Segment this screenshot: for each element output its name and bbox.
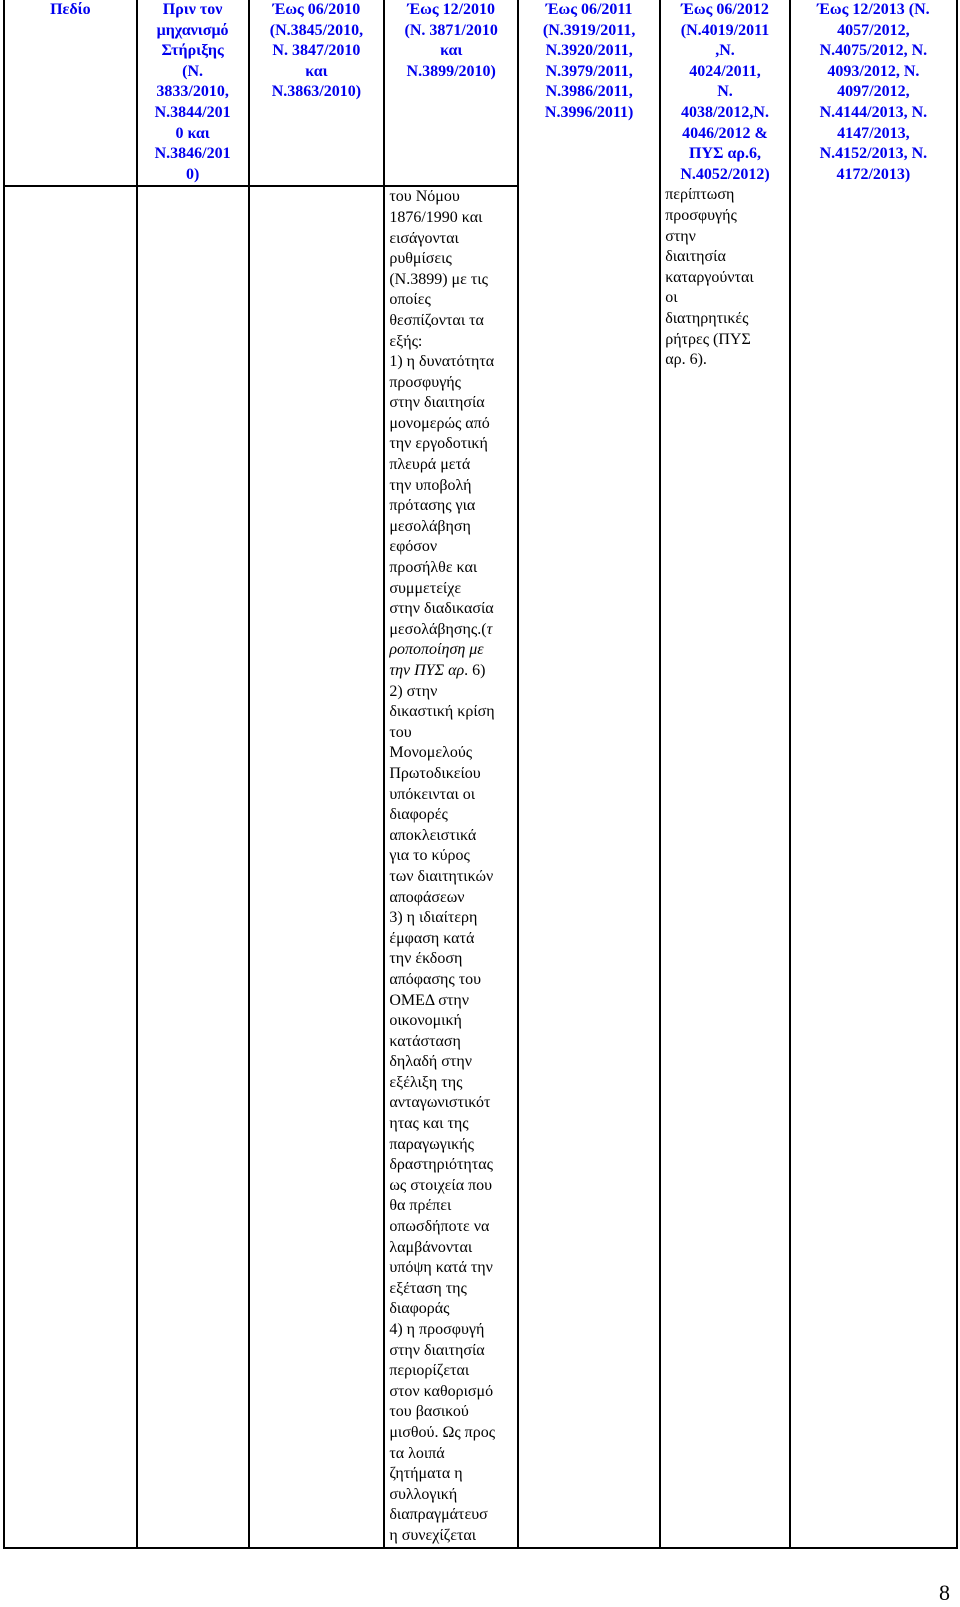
header-cell-field xyxy=(4,0,137,186)
cell-field-empty xyxy=(4,186,137,1547)
header-row xyxy=(4,0,957,186)
header-cell-06-2011 xyxy=(518,0,660,1548)
header-before-label: Πριν τον μηχανισμό Στήριξης (Ν. 3833/2010, Ν.3844/201 0 και Ν.3846/201 0) xyxy=(154,1,231,183)
header-06-2012-label: Έως 06/2012 (Ν.4019/2011 ,Ν. 4024/2011, Ν. 4038/2012,Ν. 4046/2012 & ΠΥΣ αρ.6, Ν.4052/2012) xyxy=(680,1,770,183)
header-field-label: Πεδίο xyxy=(50,1,91,18)
header-12-2013-label: Έως 12/2013 (Ν. 4057/2012, Ν.4075/2012, Ν. 4093/2012, Ν. 4097/2012, Ν.4144/2013, Ν. 4147/2013, Ν.4152/2013, Ν. 4172/2013) xyxy=(817,1,930,183)
cell-before-empty xyxy=(137,186,249,1547)
cell-12-2010-text-part2: . 6) 2) στην δικαστική κρίση του Μονομελούς Πρωτοδικείου υπόκεινται οι διαφορές αποκλειστικά για το κύρος των διαιτητικών αποφάσεων 3) η ιδιαίτερη έμφαση κατά την έκδοση απόφασης του ΟΜΕΔ στην οικονομική κατάσταση δηλαδή στην εξέλιξη της ανταγωνιστικότ ητας και της παραγωγικής δραστηριότητας ως στοιχεία που θα πρέπει οπωσδήποτε να λαμβάνονται υπόψη κατά την εξέταση της διαφοράς 4) η προσφυγή στην διαιτησία περιορίζεται στον καθορισμό του βασικού μισθού. Ως προς τα λοιπά ζητήματα η συλλογική διαπραγμάτευσ η συνεχίζεται xyxy=(389,662,496,1544)
cell-12-2010 xyxy=(384,186,518,1547)
column-06-2012 xyxy=(660,0,790,1548)
cell-06-2012-text: περίπτωση προσφυγής στην διαιτησία καταργούνται οι διατηρητικές ρήτρες (ΠΥΣ αρ. 6). xyxy=(665,186,754,369)
cell-12-2010-text-italic: τ ροποποίηση με την ΠΥΣ αρ xyxy=(389,620,493,679)
cell-12-2010-text-part1: του Νόμου 1876/1990 και εισάγονται ρυθμίσεις (Ν.3899) με τις οποίες θεσπίζονται τα εξής: 1) η δυνατότητα προσφυγής στην διαιτησία μονομερώς από την εργοδοτική πλευρά μετά την υποβολή πρότασης για μεσολάβηση εφόσον προσήλθε και συμμετείχε στην διαδικασία μεσολάβησης.( xyxy=(389,188,495,638)
header-cell-06-2010 xyxy=(249,0,385,186)
header-cell-12-2013 xyxy=(790,0,957,1548)
legislation-timeline-table xyxy=(3,0,958,1549)
cell-12-2010-text xyxy=(389,187,513,1546)
header-cell-12-2010 xyxy=(384,0,518,186)
header-cell-before xyxy=(137,0,249,186)
page-number: 8 xyxy=(939,1580,950,1605)
header-06-2010-label: Έως 06/2010 (Ν.3845/2010, Ν. 3847/2010 και Ν.3863/2010) xyxy=(269,1,364,101)
header-06-2011-label: Έως 06/2011 (Ν.3919/2011, Ν.3920/2011, Ν.3979/2011, Ν.3986/2011, Ν.3996/2011) xyxy=(542,1,636,121)
cell-06-2010-empty xyxy=(249,186,385,1547)
header-12-2010-label: Έως 12/2010 (Ν. 3871/2010 και Ν.3899/2010) xyxy=(404,1,498,80)
